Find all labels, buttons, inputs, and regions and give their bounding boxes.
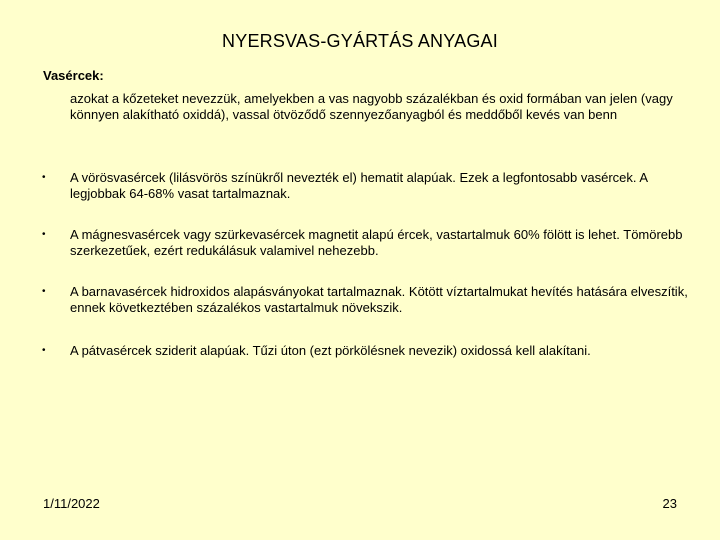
bullet-marker: • bbox=[42, 172, 46, 183]
bullet-marker: • bbox=[42, 345, 46, 356]
bullet-text: A barnavasércek hidroxidos alapásványokat tartalmaznak. Kötött víztartalmukat hevítés hatására elveszítik, ennek következtében százalékos vastartalmuk növekszik. bbox=[70, 284, 688, 315]
footer-date: 1/11/2022 bbox=[43, 496, 100, 511]
bullet-marker: • bbox=[42, 286, 46, 297]
definition-paragraph: azokat a kőzeteket nevezzük, amelyekben a vas nagyobb százalékban és oxid formában van jelen (vagy könnyen alakítható oxiddá), vassal ötvöződő szennyezőanyagból és meddőből kevés van benn bbox=[70, 91, 673, 122]
slide-title: NYERSVAS-GYÁRTÁS ANYAGAI bbox=[222, 31, 498, 51]
page-number: 23 bbox=[662, 496, 677, 511]
bullet-marker: • bbox=[42, 229, 46, 240]
bullet-text: A mágnesvasércek vagy szürkevasércek magnetit alapú ércek, vastartalmuk 60% fölött is lehet. Tömörebb szerkezetűek, ezért redukálásuk valamivel nehezebb. bbox=[70, 227, 683, 258]
section-heading: Vasércek: bbox=[43, 68, 104, 83]
bullet-text: A vörösvasércek (lilásvörös színükről nevezték el) hematit alapúak. Ezek a legfontosabb vasércek. A legjobbak 64-68% vasat tartalmaznak. bbox=[70, 170, 648, 201]
bullet-text: A pátvasércek sziderit alapúak. Tűzi úton (ezt pörkölésnek nevezik) oxidossá kell alakítani. bbox=[70, 343, 591, 358]
